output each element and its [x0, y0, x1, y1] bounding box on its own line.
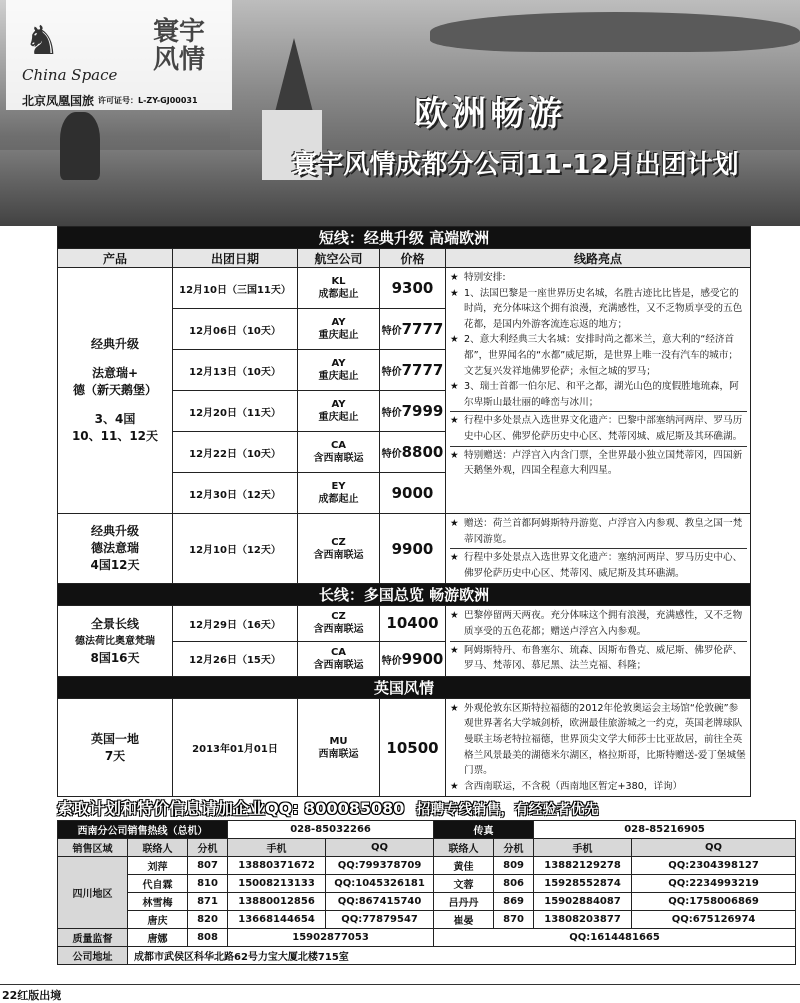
table-row — [58, 268, 751, 309]
sales-contact-table — [57, 820, 796, 965]
date-cell: 12月29日（16天） — [173, 606, 298, 641]
column-header-row — [58, 249, 751, 268]
agency-name: 北京凤凰国旅 — [22, 94, 95, 108]
price-cell: 特价7999 — [380, 391, 446, 432]
airline-cell: AY 重庆起止 — [298, 350, 380, 391]
date-cell: 12月06日（10天） — [173, 309, 298, 350]
fax-number: 028-85216905 — [534, 821, 796, 839]
license-number: 许可证号：L-ZY-GJ00031 — [98, 96, 198, 105]
col-airline: 航空公司 — [298, 249, 380, 268]
quality-name: 唐娜 — [128, 929, 188, 947]
product-cell: 经典升级 法意瑞+ 德（新天鹅堡） 3、4国 10、11、12天 — [58, 268, 173, 514]
hotline-row — [58, 821, 796, 839]
horse-logo-icon: ♞ — [24, 18, 60, 64]
star-icon: ★ — [450, 334, 459, 346]
airline-cell: EY 成都起止 — [298, 473, 380, 514]
table-row — [58, 606, 751, 641]
date-cell: 12月30日（12天） — [173, 473, 298, 514]
quality-qq: QQ:1614481665 — [434, 929, 796, 947]
date-cell: 12月26日（15天） — [173, 641, 298, 676]
header-banner — [0, 0, 800, 226]
page-divider — [0, 984, 800, 985]
star-icon: ★ — [450, 415, 459, 427]
logo-chinese: 寰宇风情 — [152, 17, 205, 75]
price-cell: 9000 — [380, 473, 446, 514]
table-row — [58, 514, 751, 584]
page-number: 22红版出境 — [2, 989, 62, 1002]
airline-cell: CZ 含西南联运 — [298, 514, 380, 584]
highlights-cell: ★ 赠送：荷兰首都阿姆斯特丹游览、卢浮宫入内参观、教皇之国一梵蒂冈游览。 ★ 行程中多处景点入选世界文化遗产：塞纳河两岸、罗马历史中心、佛罗伦萨历史中心区、梵蒂冈、威尼斯及其环礁湖。 — [446, 514, 751, 584]
fax-label: 传真 — [434, 821, 534, 839]
address-value: 成都市武侯区科华北路62号力宝大厦北楼715室 — [128, 947, 796, 965]
quality-label: 质量监督 — [58, 929, 128, 947]
section-long: 长线：多国总览 畅游欧洲 — [58, 584, 751, 606]
price-cell: 10500 — [380, 698, 446, 797]
airline-cell: AY 重庆起止 — [298, 391, 380, 432]
tour-plan-table — [57, 226, 751, 797]
star-icon: ★ — [450, 552, 459, 564]
sales-header-row: 销售区域 联络人 分机 手机 QQ 联络人 分机 手机 QQ — [58, 839, 796, 857]
price-cell: 特价7777 — [380, 350, 446, 391]
star-icon: ★ — [450, 287, 459, 299]
price-cell: 10400 — [380, 606, 446, 641]
church-spire — [274, 38, 314, 116]
table-row: 林雪梅 871 13880012856 QQ:867415740 吕丹丹 869 15902884087 QQ:1758006869 — [58, 893, 796, 911]
sub-title: 寰宇风情成都分公司11-12月出团计划 — [291, 150, 739, 180]
col-product: 产品 — [58, 249, 173, 268]
date-cell: 12月10日（12天） — [173, 514, 298, 584]
logo-english: China Space — [22, 66, 118, 84]
qq-info-line — [57, 796, 797, 819]
date-cell: 12月13日（10天） — [173, 350, 298, 391]
col-price: 价格 — [380, 249, 446, 268]
star-icon: ★ — [450, 381, 459, 393]
table-row: 四川地区 刘萍 807 13880371672 QQ:799378709 黄佳 809 13882129278 QQ:2304398127 — [58, 857, 796, 875]
main-title: 欧洲畅游 — [414, 94, 566, 134]
price-cell: 9300 — [380, 268, 446, 309]
hotline-label: 西南分公司销售热线（总机） — [58, 821, 228, 839]
product-cell: 经典升级 德法意瑞 4国12天 — [58, 514, 173, 584]
star-icon: ★ — [450, 610, 459, 622]
highlights-cell: ★ 巴黎停留两天两夜。充分体味这个拥有浪漫，充满感性，又不乏物质享受的五色花都；赠送卢浮宫入内参观。 ★ 阿姆斯特丹、布鲁塞尔、琉森、因斯布鲁克、威尼斯、佛罗伦萨、罗马、梵蒂冈、慕尼黑、法兰克福、科隆； — [446, 606, 751, 676]
address-label: 公司地址 — [58, 947, 128, 965]
qq-request-text: 索取计划和特价信息请加企业QQ: 800085080 — [57, 799, 405, 818]
highlights-cell: ★ 特别安排: ★ 1、法国巴黎是一座世界历史名城，名胜古迹比比皆是，感受它的时尚，充分体味这个拥有浪漫，充满感性，又不乏物质享受的五色花都，是国内外游客流连忘返的地方； ★ 2、意大利经典三大名城：安排时尚之都米兰，意大利的“经济首都”，世界闻名的“水都”威尼斯，是世界上唯一没有汽车的城市；文艺复兴发祥地佛罗伦萨；永恒之城的罗马； ★ 3、瑞士首都一伯尔尼、和平之都，湖光山色的度假胜地琉森，阿尔卑斯山最壮丽的峰峦与冰川； ★ 行程中多处景点入选世界文化遗产：巴黎中部塞纳河两岸、罗马历史中心区、佛罗伦萨历史中心区、梵蒂冈城、威尼斯及其环礁湖。 ★ 特别赠送：卢浮宫入内含门票，全世界最小独立国梵蒂冈，四国新天鹅堡外观，四国全程意大利四星。 — [446, 268, 751, 514]
price-cell: 特价8800 — [380, 432, 446, 473]
quality-ext: 808 — [188, 929, 228, 947]
star-icon: ★ — [450, 272, 459, 283]
col-highlights: 线路亮点 — [446, 249, 751, 268]
date-cell: 2013年01月01日 — [173, 698, 298, 797]
quality-mobile: 15902877053 — [228, 929, 434, 947]
date-cell: 12月22日（10天） — [173, 432, 298, 473]
airline-cell: CA 含西南联运 — [298, 641, 380, 676]
date-cell: 12月10日（三国11天） — [173, 268, 298, 309]
price-cell: 特价7777 — [380, 309, 446, 350]
col-date: 出团日期 — [173, 249, 298, 268]
star-icon: ★ — [450, 780, 459, 792]
section-short: 短线：经典升级 高端欧洲 — [58, 227, 751, 249]
star-icon: ★ — [450, 702, 459, 714]
address-row — [58, 947, 796, 965]
section-uk: 英国风情 — [58, 676, 751, 698]
table-row: 代自霖 810 15008213133 QQ:1045326181 文蓉 806 15928552874 QQ:2234993219 — [58, 875, 796, 893]
hotline-number: 028-85032266 — [228, 821, 434, 839]
star-icon: ★ — [450, 518, 459, 529]
region-cell: 四川地区 — [58, 857, 128, 929]
date-cell: 12月20日（11天） — [173, 391, 298, 432]
highlights-cell: ★ 外观伦敦东区斯特拉福德的2012年伦敦奥运会主场馆“伦敦碗”参观世界著名大学城剑桥，欧洲最佳旅游城之一约克，英国老牌球队曼联主场老特拉福德，世界顶尖文学大师莎士比亚故居，前往全英格兰风景最美的湖德米尔湖区，格拉斯哥，比斯特赠送-爱丁堡城堡门票。 ★ 含西南联运，不含税（西南地区暂定+380，详询） — [446, 698, 751, 797]
product-cell: 英国一地 7天 — [58, 698, 173, 797]
airline-cell: MU 西南联运 — [298, 698, 380, 797]
table-row: 唐庆 820 13668144654 QQ:77879547 崔晏 870 13808203877 QQ:675126974 — [58, 911, 796, 929]
star-icon: ★ — [450, 449, 459, 461]
airline-cell: KL 成都起止 — [298, 268, 380, 309]
logo-box — [6, 0, 232, 110]
price-cell: 特价9900 — [380, 641, 446, 676]
price-cell: 9900 — [380, 514, 446, 584]
tree-photo — [60, 112, 100, 180]
star-icon: ★ — [450, 644, 459, 656]
quality-row — [58, 929, 796, 947]
airline-cell: CA 含西南联运 — [298, 432, 380, 473]
island-photo — [430, 12, 800, 52]
airline-cell: AY 重庆起止 — [298, 309, 380, 350]
recruit-text: 招聘专线销售，有经验者优先 — [416, 802, 599, 818]
airline-cell: CZ 含西南联运 — [298, 606, 380, 641]
table-row — [58, 698, 751, 797]
product-cell: 全景长线 德法荷比奥意梵瑞 8国16天 — [58, 606, 173, 676]
